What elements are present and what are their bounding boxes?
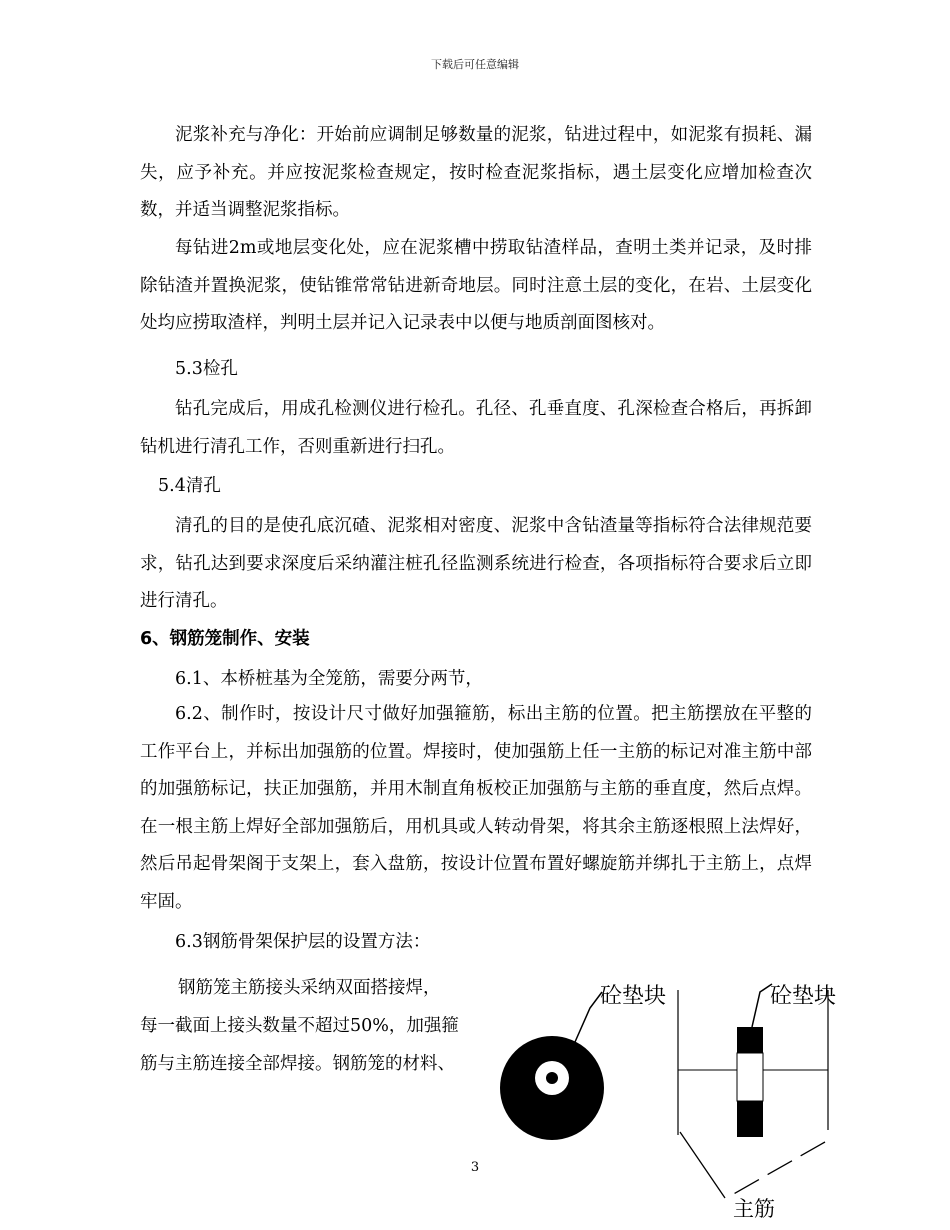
leader-line-right bbox=[752, 984, 772, 1027]
label-main-rebar: 主筋 bbox=[733, 1197, 775, 1220]
label-spacer-left: 砼垫块 bbox=[600, 984, 667, 1009]
paragraph-6-1: 6.1、本桥桩基为全笼筋，需要分两节， bbox=[175, 669, 483, 689]
paragraph-hole-inspection: 钻孔完成后，用成孔检测仪进行检孔。孔径、孔垂直度、孔深检查合格后，再拆卸钻机进行清孔工作，否则重新进行扫孔。 bbox=[140, 399, 812, 457]
leader-line-left bbox=[575, 992, 602, 1042]
heading-5-4: 5.4清孔 bbox=[158, 476, 221, 496]
paragraph-6-3-line1: 钢筋笼主筋接头采纳双面搭接焊， bbox=[178, 978, 441, 998]
heading-6-3: 6.3钢筋骨架保护层的设置方法： bbox=[175, 932, 431, 952]
page-header: 下载后可任意编辑 bbox=[431, 58, 519, 71]
paragraph-6-3-line3: 筋与主筋连接全部焊接。钢筋笼的材料、 bbox=[140, 1054, 455, 1074]
circular-spacer-block bbox=[500, 1036, 604, 1140]
paragraph-hole-cleaning: 清孔的目的是使孔底沉碴、泥浆相对密度、泥浆中含钻渣量等指标符合法律规范要求，钻孔达到要求深度后采纳灌注桩孔径监测系统进行检查，各项指标符合要求后立即进行清孔。 bbox=[140, 516, 812, 611]
side-spacer-block bbox=[737, 1027, 763, 1137]
paragraph-6-2: 6.2、制作时，按设计尺寸做好加强箍筋，标出主筋的位置。把主筋摆放在平整的工作平台上，并标出加强筋的位置。焊接时，使加强筋上任一主筋的标记对准主筋中部的加强筋标记，扶正加强筋，并用木制直角板校正加强筋与主筋的垂直度，然后点焊。在一根主筋上焊好全部加强筋后，用机具或人转动骨架，将其余主筋逐根照上法焊好，然后吊起骨架阁于支架上，套入盘筋，按设计位置布置好螺旋筋并绑扎于主筋上，点焊牢固。 bbox=[140, 704, 812, 912]
spacer-block-figure bbox=[490, 970, 870, 1220]
heading-6: 6、钢筋笼制作、安装 bbox=[140, 629, 310, 649]
paragraph-mud-supplement: 泥浆补充与净化：开始前应调制足够数量的泥浆，钻进过程中，如泥浆有损耗、漏失，应予补充。并应按泥浆检查规定，按时检查泥浆指标，遇土层变化应增加检查次数，并适当调整泥浆指标。 bbox=[140, 125, 812, 220]
paragraph-drilling-sample: 每钻进2m或地层变化处，应在泥浆槽中捞取钻渣样品，查明土类并记录，及时排除钻渣并置换泥浆，使钻锥常常钻进新奇地层。同时注意土层的变化，在岩、土层变化处均应捞取渣样，判明土层并记入记录表中以便与地质剖面图核对。 bbox=[140, 238, 812, 333]
heading-5-3: 5.3检孔 bbox=[175, 359, 238, 379]
page-number: 3 bbox=[470, 1160, 480, 1175]
paragraph-6-3-line2: 每一截面上接头数量不超过50%，加强箍 bbox=[140, 1016, 459, 1036]
label-spacer-right: 砼垫块 bbox=[770, 984, 837, 1009]
